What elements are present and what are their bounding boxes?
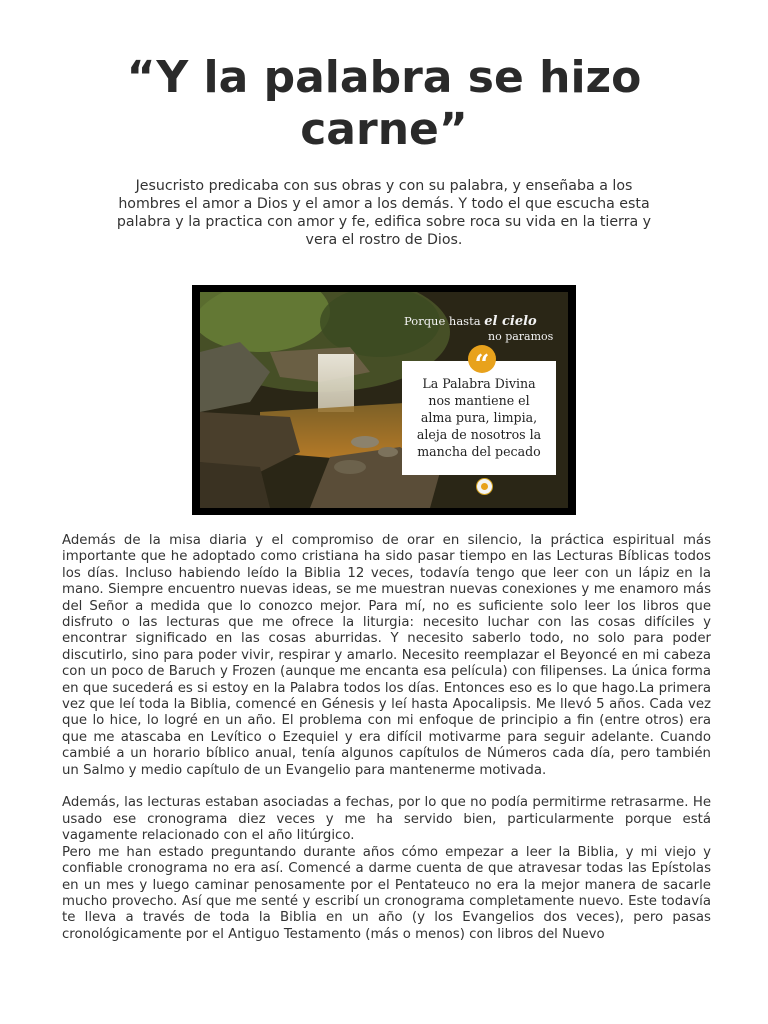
waterfall-scene xyxy=(200,292,568,508)
tagline-end: no paramos xyxy=(488,330,554,343)
tagline-start: Porque hasta xyxy=(404,314,485,328)
quote-mark-icon: “ xyxy=(468,345,496,373)
quote-line: mancha del pecado xyxy=(417,444,541,459)
article-body xyxy=(62,533,711,943)
paragraph: Además de la misa diaria y el compromiso de orar en silencio, la práctica espiritual más importante que he adoptado como cristiana ha sido pasar tiempo en las Lecturas Bíblicas todos los días. Incluso habiendo leído la Biblia 12 veces, todavía tengo que leer con un lápiz en la mano. Siempre encuentro nuevas ideas, se me muestran nuevas conexiones y me enamoro más del Señor a medida que lo conozco mejor. Para mí, no es suficiente solo leer los libros que disfruto o las lecturas que me ofrece la liturgia: necesito luchar con las cosas difíciles y encontrar significado en las cosas aburridas. Y necesito saberlo todo, no solo para poder discutirlo, sino para poder vivir, respirar y amarlo. Necesito reemplazar el Beyoncé en mi cabeza con un poco de Baruch y Frozen (aunque me encanta esa película) con filipenses. La única forma en que sucederá es si estoy en la Palabra todos los días. Entonces eso es lo que hago.La primera vez que leí toda la Biblia, comencé en Génesis y leí hasta Apocalipsis. Me llevó 5 años. Cada vez que lo hice, lo logré en un año. El problema con mi enfoque de principio a fin (entre otros) era que me atascaba en Levítico o Ezequiel y era difícil motivarme para seguir adelante. Cuando cambié a un horario bíblico anual, tenía algunos capítulos de Números cada día, pero también un Salmo y medio capítulo de un Evangelio para mantenerme motivada. xyxy=(62,533,711,778)
brand-logo-icon xyxy=(476,478,493,495)
quote-line: La Palabra Divina xyxy=(422,376,536,391)
document-subtitle: Jesucristo predicaba con sus obras y con su palabra, y enseñaba a los hombres el amor a Dios y el amor a los demás. Y todo el que escucha esta palabra y la practica con amor y fe, edifica sobre roca su vida en la tierra y vera el rostro de Dios. xyxy=(116,178,652,248)
featured-image xyxy=(192,285,576,515)
quote-line: aleja de nosotros la xyxy=(416,427,542,442)
tagline-emphasis: el cielo xyxy=(484,314,537,329)
document-title: “Y la palabra se hizo carne” xyxy=(126,52,642,155)
paragraph: Pero me han estado preguntando durante años cómo empezar a leer la Biblia, y mi viejo y confiable cronograma no era así. Comencé a darme cuenta de que atravesar todas las Epístolas en un mes y luego caminar penosamente por el Pentateuco no era la mejor manera de sacarle mucho provecho. Así que me senté y escribí un cronograma completamente nuevo. Este todavía te lleva a través de toda la Biblia en un año (y los Evangelios dos veces), pero pasas cronológicamente por el Antiguo Testamento (más o menos) con libros del Nuevo xyxy=(62,844,711,942)
paragraph: Además, las lecturas estaban asociadas a fechas, por lo que no podía permitirme retrasarme. He usado ese cronograma diez veces y me ha servido bien, particularmente porque está vagamente relacionado con el año litúrgico. xyxy=(62,795,711,844)
tagline xyxy=(404,314,568,329)
quote-line: alma pura, limpia, xyxy=(420,410,538,425)
quote-line: nos mantiene el xyxy=(428,393,530,408)
